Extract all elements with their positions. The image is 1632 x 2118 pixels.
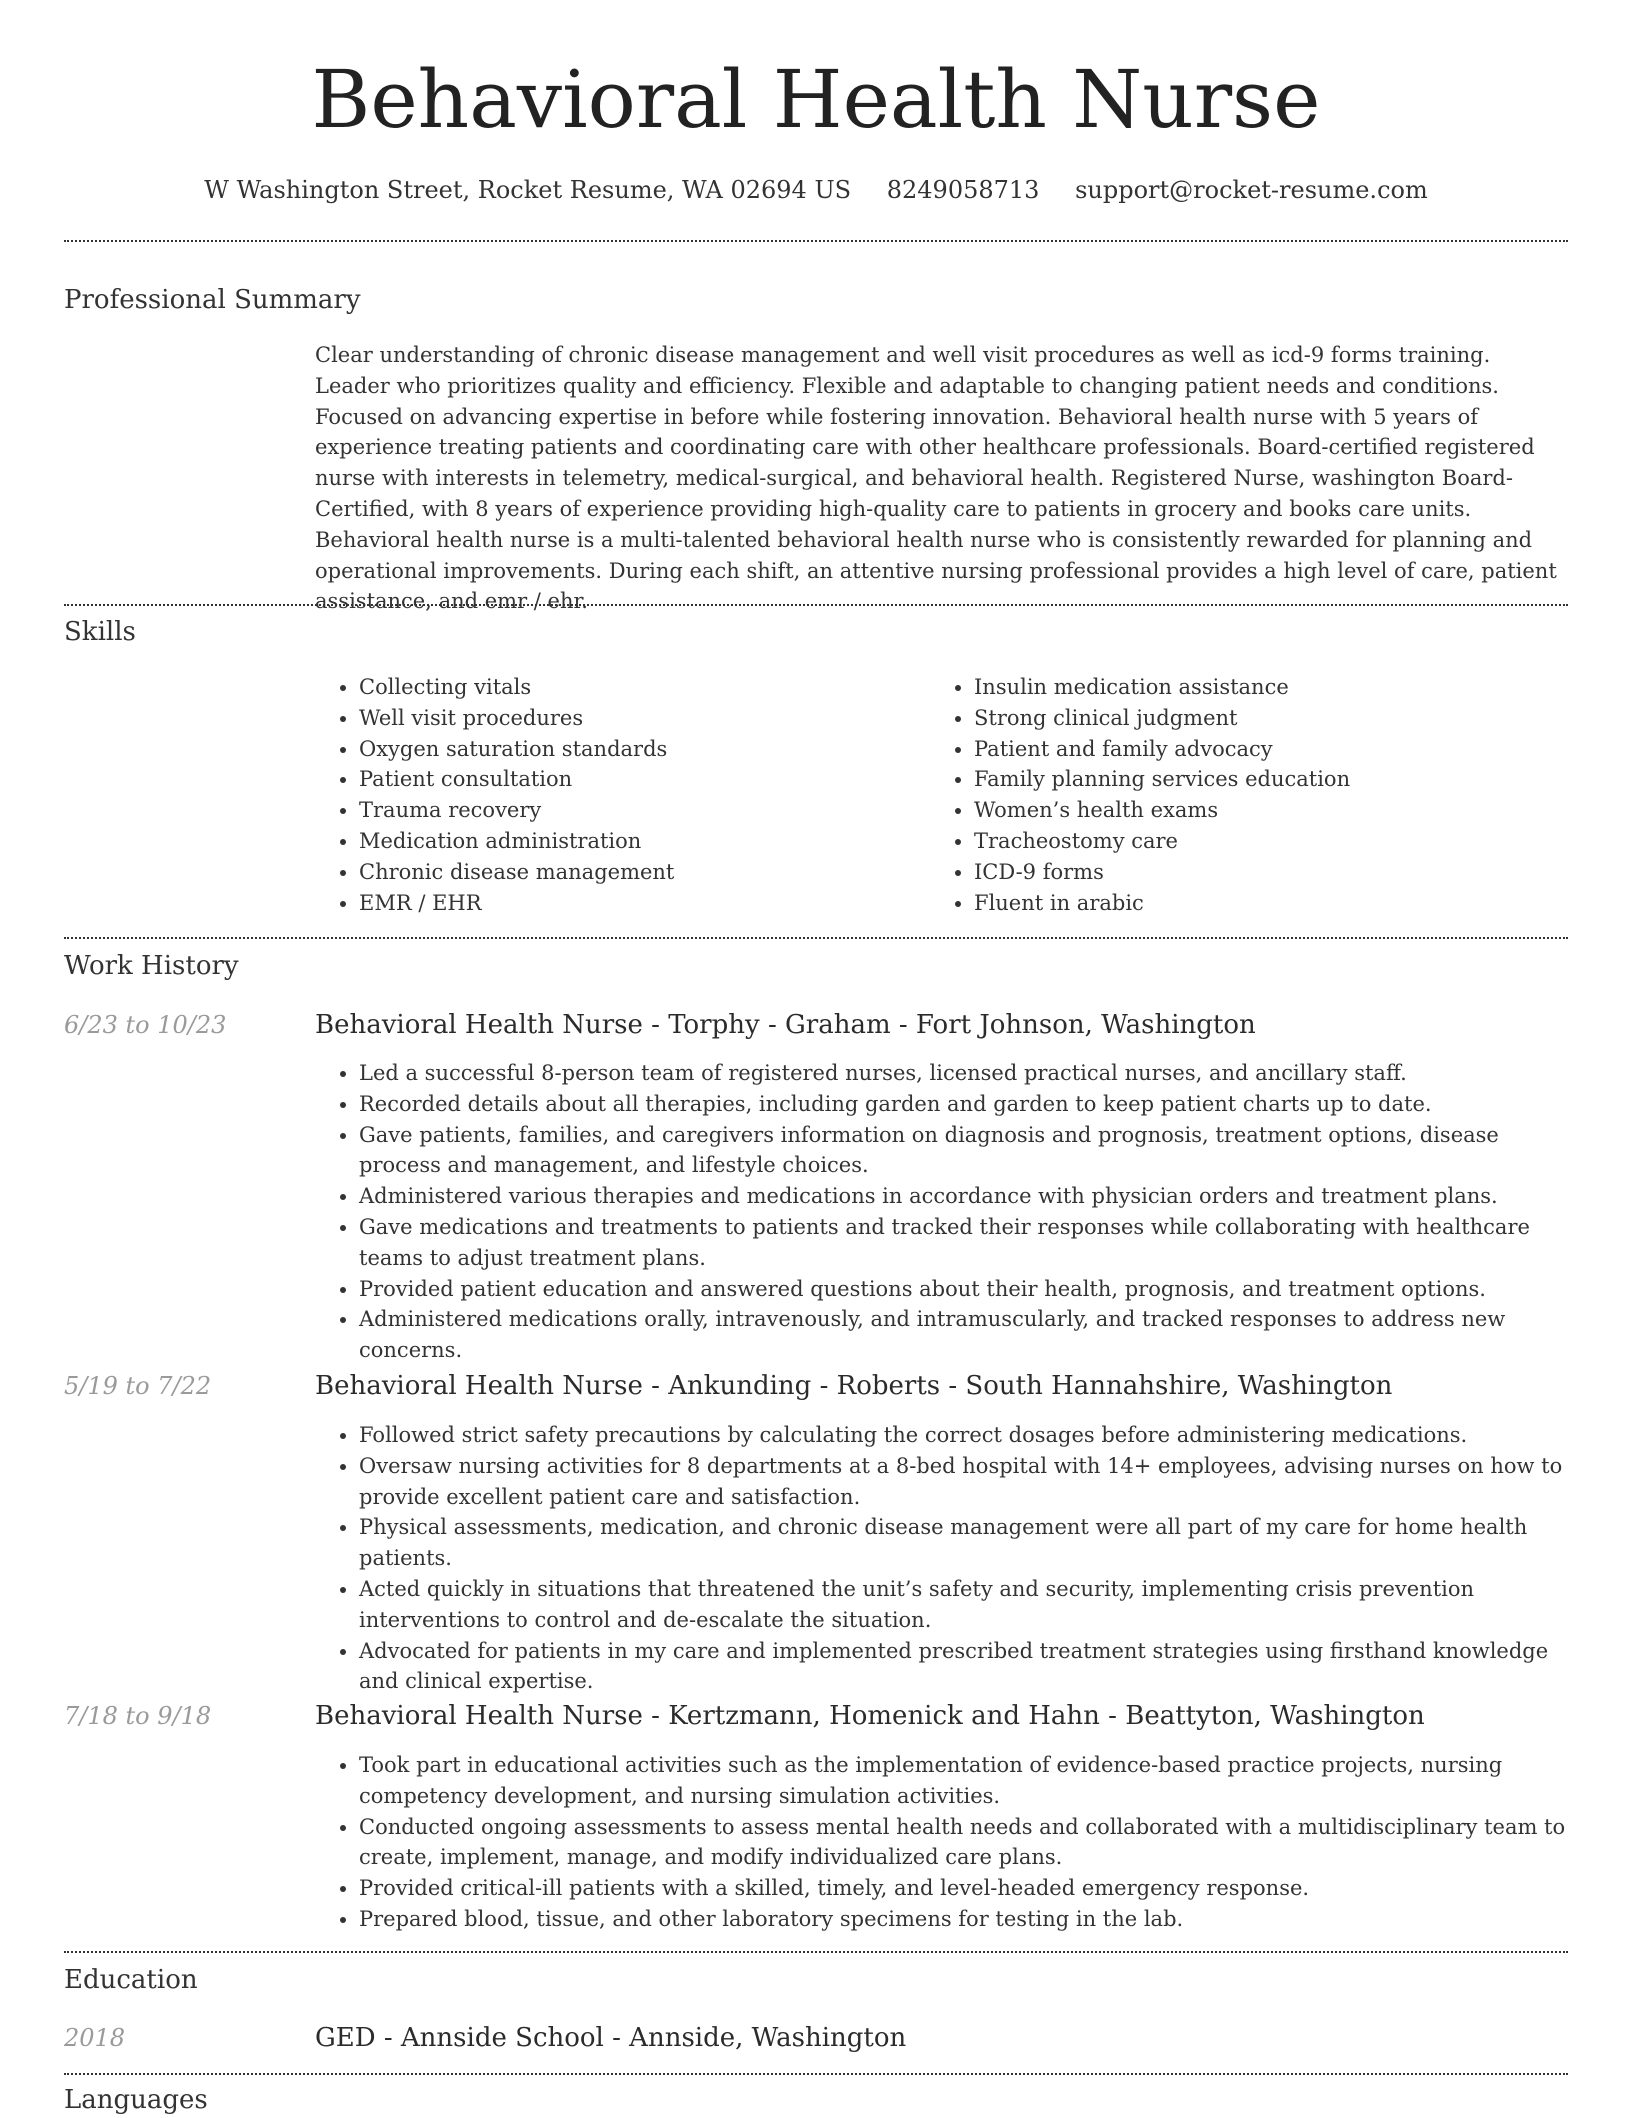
skill-item: • Trauma recovery [359,795,915,826]
section-title-languages: Languages [64,2085,208,2115]
job-dates: 5/19 to 7/22 [64,1372,212,1400]
skill-item: • Fluent in arabic [974,888,1530,919]
job-title: Behavioral Health Nurse - Kertzmann, Homenick and Hahn - Beattyton, Washington [315,1701,1425,1731]
skill-item: • Patient consultation [359,764,915,795]
section-title-work: Work History [64,951,239,981]
job-bullet: • Recorded details about all therapies, including garden and garden to keep patient charts up to date. [359,1089,1575,1120]
job-bullet: • Gave patients, families, and caregivers information on diagnosis and prognosis, treatment options, disease process and management, and lifestyle choices. [359,1120,1575,1182]
job-bullet: • Led a successful 8-person team of registered nurses, licensed practical nurses, and ancillary staff. [359,1058,1575,1089]
job-bullet: • Followed strict safety precautions by calculating the correct dosages before administering medications. [359,1420,1575,1451]
skill-item: • Medication administration [359,826,915,857]
skill-item: • Oxygen saturation standards [359,734,915,765]
skill-item: • Insulin medication assistance [974,672,1530,703]
section-title-education: Education [64,1965,198,1995]
education-year: 2018 [64,2024,126,2052]
job-bullets [315,1420,1575,1697]
job-bullet: • Physical assessments, medication, and chronic disease management were all part of my care for home health patients. [359,1512,1575,1574]
job-bullet: • Provided critical-ill patients with a skilled, timely, and level-headed emergency response. [359,1873,1575,1904]
contact-phone: 8249058713 [886,176,1040,204]
skills-column-left [315,672,915,918]
job-bullet: • Administered various therapies and medications in accordance with physician orders and treatment plans. [359,1181,1575,1212]
summary-text: Clear understanding of chronic disease management and well visit procedures as well as icd-9 forms training. Leader who prioritizes quality and efficiency. Flexible and adaptable to changing patient needs and conditions. Focused on advancing expertise in before while fostering innovation. Behavioral health nurse with 5 years of experience treating patients and coordinating care with other healthcare professionals. Board-certified registered nurse with interests in telemetry, medical-surgical, and behavioral health. Registered Nurse, washington Board-Certified, with 8 years of experience providing high-quality care to patients in grocery and books care units. Behavioral health nurse is a multi-talented behavioral health nurse who is consistently rewarded for planning and operational improvements. During each shift, an attentive nursing professional provides a high level of care, patient assistance, and emr / ehr. [315,343,1557,614]
contact-line [0,170,1632,210]
skill-item: • Strong clinical judgment [974,703,1530,734]
job-bullet: • Advocated for patients in my care and implemented prescribed treatment strategies using firsthand knowledge and clinical expertise. [359,1636,1575,1698]
skill-item: • ICD-9 forms [974,857,1530,888]
divider [64,604,1568,606]
job-dates: 6/23 to 10/23 [64,1011,227,1039]
skill-item: • Well visit procedures [359,703,915,734]
education-entry: GED - Annside School - Annside, Washington [315,2023,907,2053]
contact-address: W Washington Street, Rocket Resume, WA 02694 US [204,176,852,204]
job-bullet: • Gave medications and treatments to patients and tracked their responses while collaborating with healthcare teams to adjust treatment plans. [359,1212,1575,1274]
skill-item: • Tracheostomy care [974,826,1530,857]
job-title: Behavioral Health Nurse - Torphy - Graham - Fort Johnson, Washington [315,1010,1256,1040]
job-bullets [315,1058,1575,1366]
divider [64,2073,1568,2075]
job-bullet: • Prepared blood, tissue, and other laboratory specimens for testing in the lab. [359,1904,1575,1935]
contact-email: support@rocket-resume.com [1075,176,1428,204]
job-title: Behavioral Health Nurse - Ankunding - Roberts - South Hannahshire, Washington [315,1371,1393,1401]
job-bullets [315,1750,1575,1935]
skill-item: • Chronic disease management [359,857,915,888]
divider [64,937,1568,939]
resume-name: Behavioral Health Nurse [311,53,1321,146]
skill-item: • Collecting vitals [359,672,915,703]
section-title-summary: Professional Summary [64,285,361,315]
skills-column-right [930,672,1530,918]
job-bullet: • Administered medications orally, intravenously, and intramuscularly, and tracked responses to address new concerns. [359,1304,1575,1366]
skill-item: • Family planning services education [974,764,1530,795]
job-bullet: • Conducted ongoing assessments to assess mental health needs and collaborated with a multidisciplinary team to create, implement, manage, and modify individualized care plans. [359,1812,1575,1874]
job-bullet: • Took part in educational activities such as the implementation of evidence-based practice projects, nursing competency development, and nursing simulation activities. [359,1750,1575,1812]
divider [64,1951,1568,1953]
job-bullet: • Acted quickly in situations that threatened the unit’s safety and security, implementing crisis prevention interventions to control and de-escalate the situation. [359,1574,1575,1636]
skill-item: • Women’s health exams [974,795,1530,826]
divider [64,240,1568,242]
section-title-skills: Skills [64,617,136,647]
job-bullet: • Provided patient education and answered questions about their health, prognosis, and treatment options. [359,1274,1575,1305]
skill-item: • EMR / EHR [359,888,915,919]
job-dates: 7/18 to 9/18 [64,1702,212,1730]
job-bullet: • Oversaw nursing activities for 8 departments at a 8-bed hospital with 14+ employees, advising nurses on how to provide excellent patient care and satisfaction. [359,1451,1575,1513]
skill-item: • Patient and family advocacy [974,734,1530,765]
